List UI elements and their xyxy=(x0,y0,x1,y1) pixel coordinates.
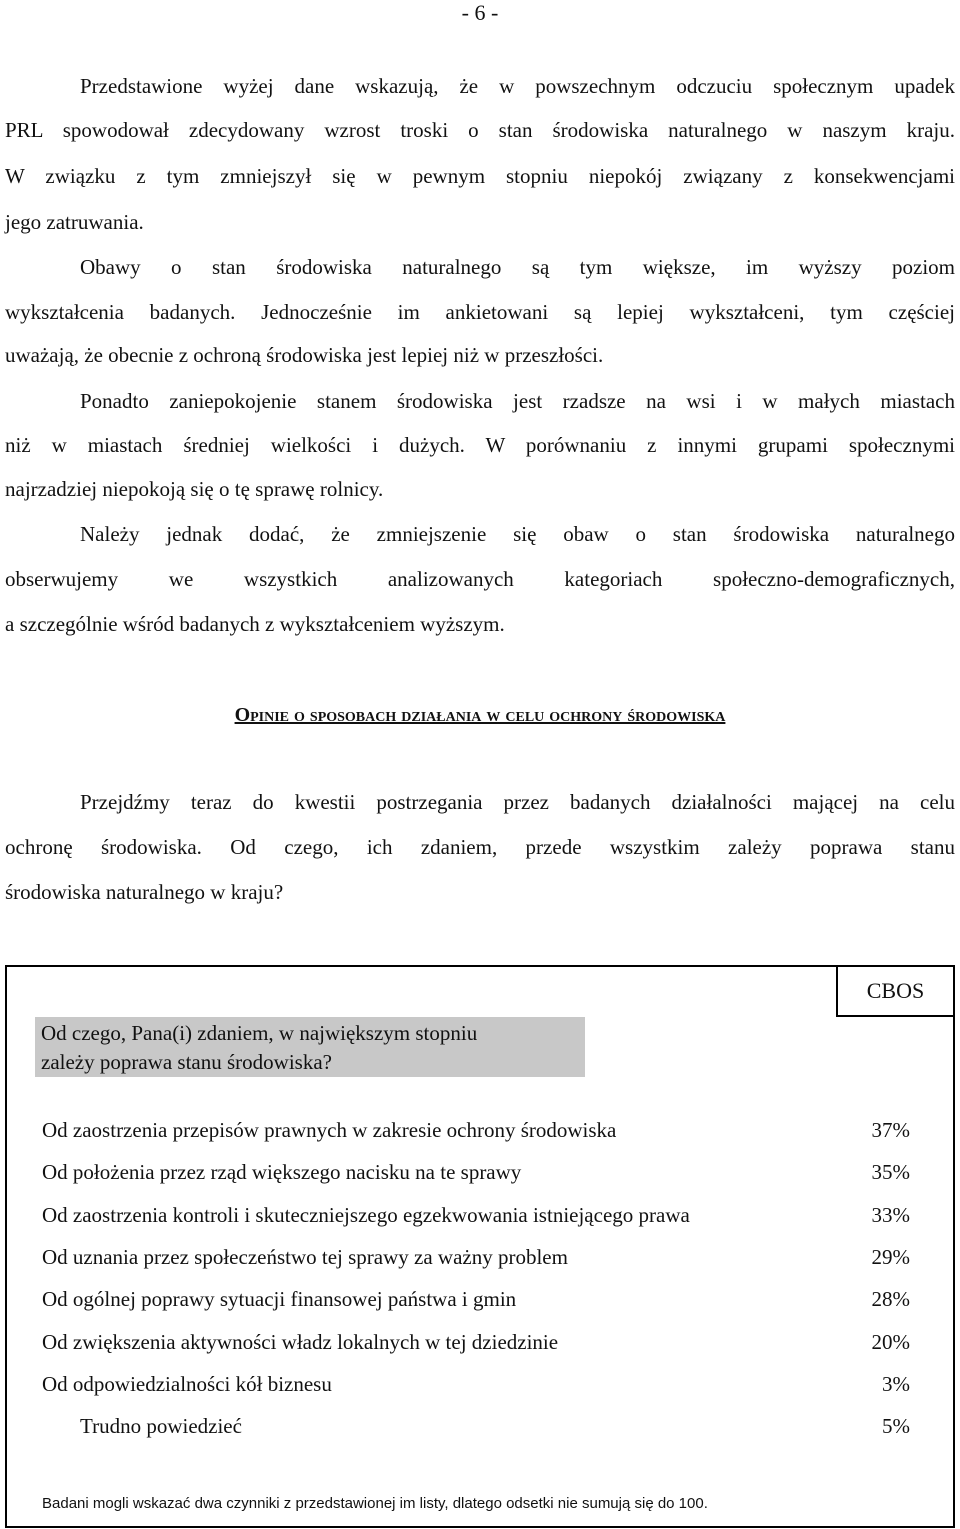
paragraph-1-line-2: PRL spowodował zdecydowany wzrost troski o stan środowiska naturalnego w naszym kraju. xyxy=(5,118,955,142)
row-value: 35% xyxy=(871,1160,910,1184)
table-row xyxy=(42,1284,910,1314)
table-row xyxy=(42,1157,910,1187)
paragraph-2-line-1: Obawy o stan środowiska naturalnego są tym większe, im wyższy poziom xyxy=(80,255,955,279)
row-label: Od położenia przez rząd większego nacisku na te sprawy xyxy=(42,1160,522,1184)
table-row xyxy=(42,1242,910,1272)
intro-line-1: Przejdźmy teraz do kwestii postrzegania przez badanych działalności mającej na celu xyxy=(80,790,955,814)
paragraph-3-line-2: niż w miastach średniej wielkości i dużych. W porównaniu z innymi grupami społecznymi xyxy=(5,433,955,457)
paragraph-4-line-3: a szczególnie wśród badanych z wykształceniem wyższym. xyxy=(5,612,505,636)
survey-question xyxy=(35,1017,585,1077)
table-row xyxy=(42,1327,910,1357)
table-row xyxy=(42,1200,910,1230)
row-value: 5% xyxy=(882,1414,910,1438)
paragraph-2-line-2: wykształcenia badanych. Jednocześnie im ankietowani są lepiej wykształceni, tym częściej xyxy=(5,300,955,324)
paragraph-4-line-1: Należy jednak dodać, że zmniejszenie się obaw o stan środowiska naturalnego xyxy=(80,522,955,546)
row-label: Trudno powiedzieć xyxy=(80,1414,242,1438)
row-value: 28% xyxy=(871,1287,910,1311)
paragraph-4-line-2: obserwujemy we wszystkich analizowanych kategoriach społeczno-demograficznych, xyxy=(5,567,955,591)
source-label: CBOS xyxy=(836,965,955,1017)
row-value: 3% xyxy=(882,1372,910,1396)
paragraph-1-line-4: jego zatruwania. xyxy=(5,210,144,234)
row-value: 29% xyxy=(871,1245,910,1269)
row-label: Od uznania przez społeczeństwo tej sprawy za ważny problem xyxy=(42,1245,568,1269)
paragraph-3-line-1: Ponadto zaniepokojenie stanem środowiska jest rzadsze na wsi i w małych miastach xyxy=(80,389,955,413)
row-value: 37% xyxy=(871,1118,910,1142)
paragraph-1-line-3: W związku z tym zmniejszył się w pewnym stopniu niepokój związany z konsekwencjami xyxy=(5,164,955,188)
paragraph-1-line-1: Przedstawione wyżej dane wskazują, że w powszechnym odczuciu społecznym upadek xyxy=(80,74,955,98)
survey-question-line-2: zależy poprawa stanu środowiska? xyxy=(41,1050,332,1074)
table-row xyxy=(42,1115,910,1145)
table-footnote: Badani mogli wskazać dwa czynniki z przedstawionej im listy, dlatego odsetki nie sumują się do 100. xyxy=(42,1495,708,1512)
row-label: Od zaostrzenia kontroli i skuteczniejszego egzekwowania istniejącego prawa xyxy=(42,1203,690,1227)
survey-question-line-1: Od czego, Pana(i) zdaniem, w największym stopniu xyxy=(41,1021,478,1045)
row-value: 20% xyxy=(871,1330,910,1354)
paragraph-3-line-3: najrzadziej niepokoją się o tę sprawę rolnicy. xyxy=(5,477,384,501)
row-label: Od odpowiedzialności kół biznesu xyxy=(42,1372,332,1396)
paragraph-2-line-3: uważają, że obecnie z ochroną środowiska jest lepiej niż w przeszłości. xyxy=(5,343,604,367)
row-label: Od zaostrzenia przepisów prawnych w zakresie ochrony środowiska xyxy=(42,1118,617,1142)
table-row xyxy=(42,1369,910,1399)
table-row xyxy=(42,1411,910,1441)
row-label: Od zwiększenia aktywności władz lokalnych w tej dziedzinie xyxy=(42,1330,559,1354)
section-heading: Opinie o sposobach działania w celu ochrony środowiska xyxy=(234,704,726,726)
intro-line-2: ochronę środowiska. Od czego, ich zdaniem, przede wszystkim zależy poprawa stanu xyxy=(5,835,955,859)
page-number: - 6 - xyxy=(461,0,499,25)
intro-line-3: środowiska naturalnego w kraju? xyxy=(5,880,284,904)
row-label: Od ogólnej poprawy sytuacji finansowej państwa i gmin xyxy=(42,1287,517,1311)
row-value: 33% xyxy=(871,1203,910,1227)
